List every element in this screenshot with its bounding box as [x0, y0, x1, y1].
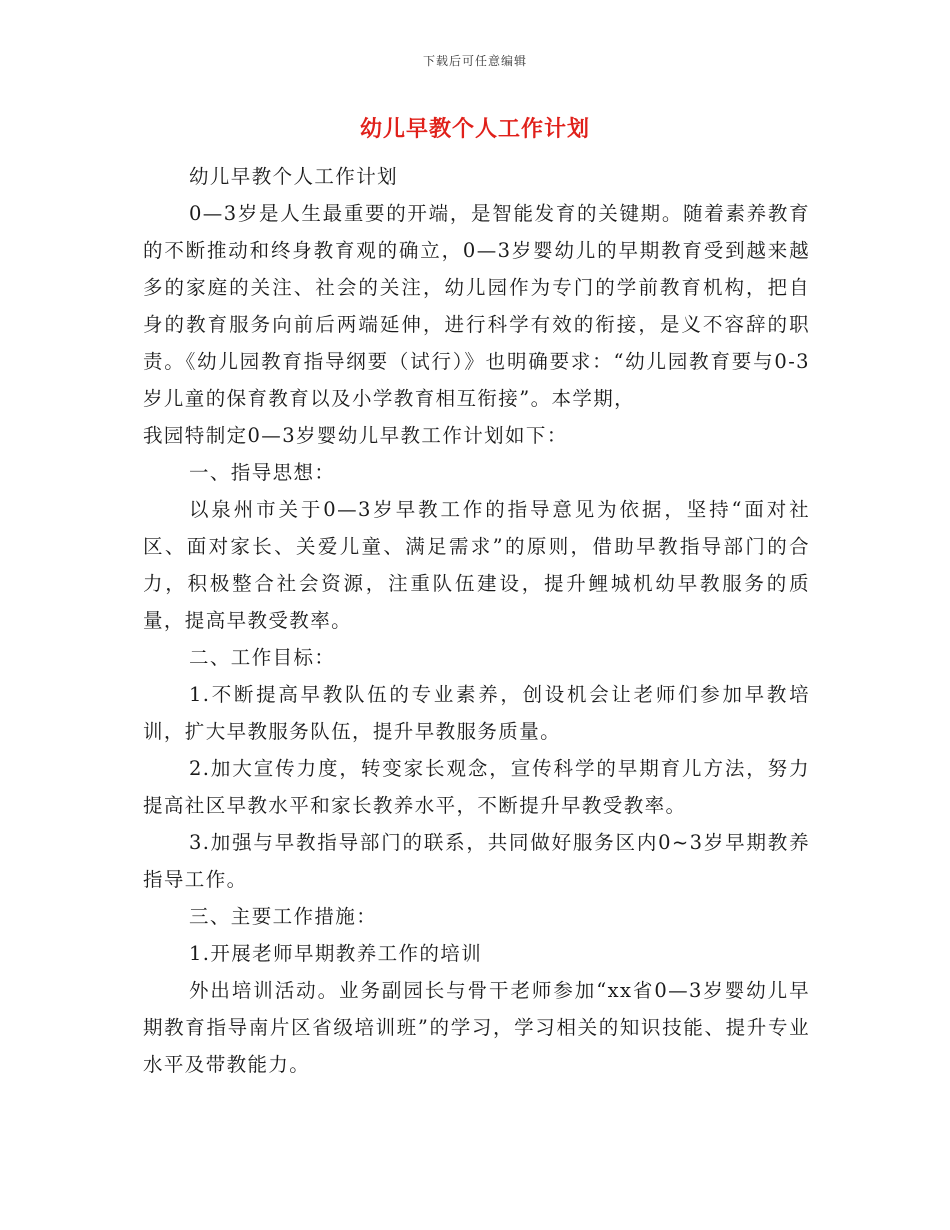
body-paragraph-measure-1: 1.开展老师早期教养工作的培训	[189, 942, 483, 965]
body-paragraph-goal-2: 2.加大宣传力度，转变家长观念，宣传科学的早期育儿方法，努力提高社区早教水平和家长教养水平，不断提升早教受教率。	[143, 757, 810, 817]
document-title: 幼儿早教个人工作计划	[359, 116, 590, 142]
section-heading-guiding-ideas: 一、指导思想：	[189, 461, 336, 484]
document-body	[143, 158, 810, 1083]
body-paragraph-goal-1: 1.不断提高早教队伍的专业素养，创设机会让老师们参加早教培训，扩大早教服务队伍，提升早教服务质量。	[143, 683, 810, 743]
body-paragraph-goal-3: 3.加强与早教指导部门的联系，共同做好服务区内0~3岁早期教养指导工作。	[143, 831, 810, 891]
section-heading-work-goals: 二、工作目标：	[189, 646, 336, 669]
header-note: 下载后可任意编辑	[422, 54, 527, 68]
body-paragraph-subtitle: 幼儿早教个人工作计划	[189, 165, 399, 188]
body-paragraph-intro: 0—3岁是人生最重要的开端，是智能发育的关键期。随着素养教育的不断推动和终身教育观的确立，0—3岁婴幼儿的早期教育受到越来越多的家庭的关注、社会的关注，幼儿园作为专门的学前教育机构，把自身的教育服务向前后两端延伸，进行科学有效的衔接，是义不容辞的职责。《幼儿园教育指导纲要（试行）》也明确要求：“幼儿园教育要与0-3岁儿童的保育教育以及小学教育相互衔接”。本学期，	[143, 202, 810, 410]
body-paragraph-intro-continued: 我园特制定0—3岁婴幼儿早教工作计划如下：	[143, 424, 568, 447]
body-paragraph-training: 外出培训活动。业务副园长与骨干老师参加“xx省0—3岁婴幼儿早期教育指导南片区省级培训班”的学习，学习相关的知识技能、提升专业水平及带教能力。	[143, 979, 810, 1076]
body-paragraph-guiding-ideas: 以泉州市关于0—3岁早教工作的指导意见为依据，坚持“面对社区、面对家长、关爱儿童、满足需求”的原则，借助早教指导部门的合力，积极整合社会资源，注重队伍建设，提升鲤城机幼早教服务的质量，提高早教受教率。	[143, 498, 810, 632]
section-heading-main-measures: 三、主要工作措施：	[189, 905, 378, 928]
